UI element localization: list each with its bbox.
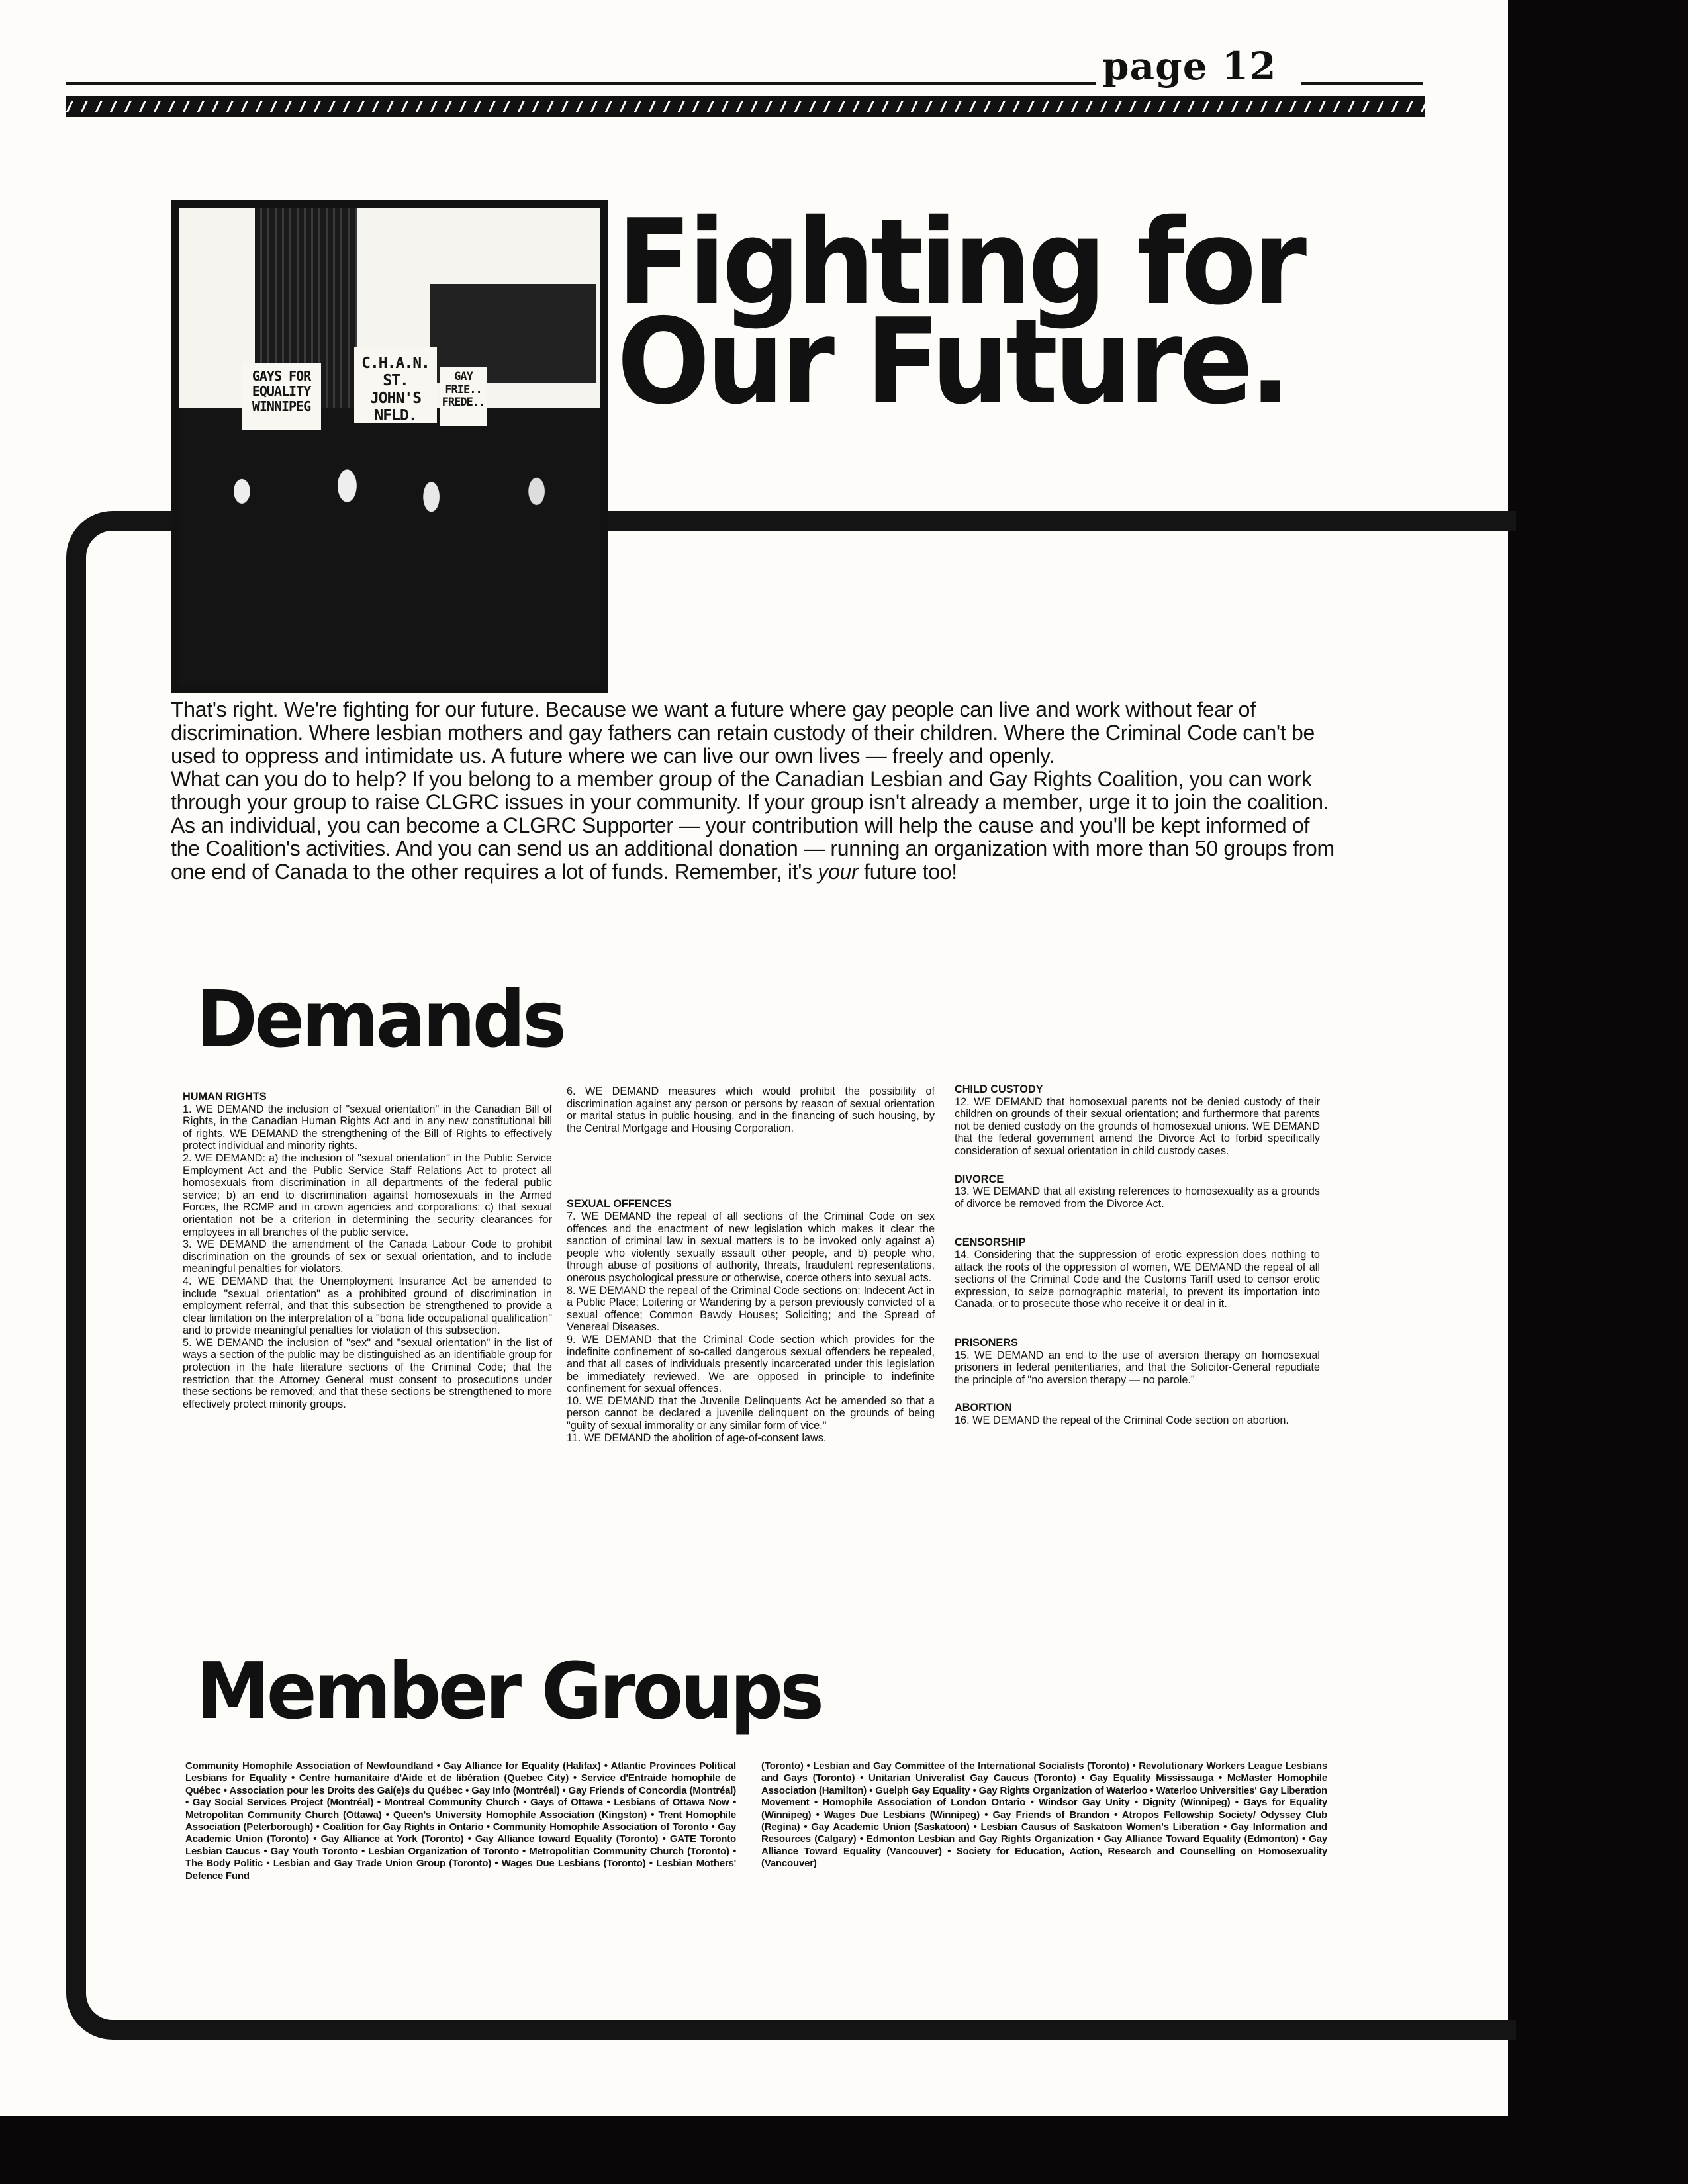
member-groups-column-2: (Toronto) • Lesbian and Gay Committee of the International Socialists (Toronto) • Revolutionary Workers League Lesbians and Gays (Toronto) • Unitarian Univeralist Gay Caucus (Toronto) • Gay Equality Mississauga • McMaster Homophile Association (Hamilton) • Guelph Gay Equality • Gay Rights Organization of Waterloo • Waterloo Universities' Gay Liberation Movement • Homophile Association of London Ontario • Windsor Gay Unity • Dignity (Winnipeg) • Gays for Equality (Winnipeg) • Wages Due Lesbians (Winnipeg) • Gay Friends of Brandon • Atropos Fellowship Society/ Odyssey Club (Regina) • Gay Academic Union (Saskatoon) • Lesbian Causus of Saskatoon Women's Liberation • Gay Information and Resources (Calgary) • Edmonton Lesbian and Gay Rights Organization • Gay Alliance Toward Equality (Edmonton) • Gay Alliance Toward Equality (Vancouver) • Society for Education, Action, Research and Counselling on Homosexuality (Vancouver) <box>761 1760 1327 1870</box>
protest-sign-winnipeg <box>242 363 321 430</box>
demand-item: 1. WE DEMAND the inclusion of "sexual orientation" in the Canadian Bill of Rights, in the Canadian Human Rights Act and in any new constitutional bill of rights. WE DEMAND the strengthening of the Bill of Rights to effectively protect individual and minority rights. <box>183 1103 552 1152</box>
sign-line: EQUALITY <box>252 383 311 399</box>
section-title-sexual-offences: SEXUAL OFFENCES <box>567 1198 672 1210</box>
demand-item: 4. WE DEMAND that the Unemployment Insurance Act be amended to include "sexual orientation" as a prohibited ground of discrimination in employment referral, and that this subsection be strengthened to provide a clear limitation on the interpretation of a "bona fide occupational qualification" and to provide meaningful penalties for violation of this subsection. <box>183 1275 552 1337</box>
demand-item: 15. WE DEMAND an end to the use of aversion therapy on homosexual prisoners in federal penitentiaries, and that the Solicitor-General repudiate the principle of "no aversion therapy — no parole." <box>955 1349 1320 1386</box>
demands-column-2 <box>567 1085 935 1444</box>
demand-item: 2. WE DEMAND: a) the inclusion of "sexual orientation" in the Public Service Employment Act and the Public Service Staff Relations Act to protect all homosexuals from discrimination in all departments of the federal public service; b) an end to discrimination against homosexuals in the Armed Forces, the RCMP and in crown agencies and corporations; c) that sexual orientation not be a criterion in determining the security clearances for employees in all branches of the public service. <box>183 1152 552 1238</box>
header-rule-right <box>1301 82 1423 85</box>
section-title-human-rights: HUMAN RIGHTS <box>183 1091 267 1103</box>
section-title-censorship: CENSORSHIP <box>955 1236 1026 1249</box>
spacer <box>955 1310 1320 1337</box>
intro-p2-end: future too! <box>858 860 957 884</box>
decorative-band <box>66 96 1425 117</box>
spacer <box>567 1134 935 1198</box>
demand-item: 16. WE DEMAND the repeal of the Criminal Code section on abortion. <box>955 1414 1289 1426</box>
sign-line: FREDE.. <box>442 396 485 410</box>
sign-line: WINNIPEG <box>252 398 311 414</box>
page-number: page 12 <box>1102 44 1277 89</box>
sign-line: C.H.A.N. <box>361 355 430 372</box>
header-rule-left <box>66 82 1096 85</box>
sign-line: ST. JOHN'S <box>369 372 422 407</box>
intro-p2-text: What can you do to help? If you belong to a member group of the Canadian Lesbian and Gay Rights Coalition, you can work through your group to raise CLGRC issues in your community. If your group isn't already a member, urge it to join the coalition. As an individual, you can become a CLGRC Supporter — your contribution will help the cause and you'll be kept informed of the Coalition's activities. And you can send us an additional donation — running an organization with more than 50 groups from one end of Canada to the other requires a lot of funds. Remember, it's <box>171 767 1335 884</box>
spacer <box>955 1386 1320 1402</box>
demand-item: 11. WE DEMAND the abolition of age-of-consent laws. <box>567 1432 827 1444</box>
title-line-2: Our Future. <box>617 293 1288 430</box>
sign-line: FRIE.. <box>445 383 482 396</box>
protest-photo <box>171 200 608 693</box>
page-title <box>617 194 1303 430</box>
intro-p2-emphasis: your <box>818 860 859 884</box>
demand-item: 8. WE DEMAND the repeal of the Criminal Code sections on: Indecent Act in a Public Place; Loitering or Wandering by a person previously convicted of a sexual offence; Common Bawdy Houses; Soliciting; and the Spread of Venereal Diseases. <box>567 1284 935 1334</box>
intro-paragraph-2 <box>171 768 1342 884</box>
intro-text <box>171 698 1342 884</box>
demands-column-1 <box>183 1091 552 1410</box>
intro-paragraph-1: That's right. We're fighting for our future. Because we want a future where gay people can live and work without fear of discrimination. Where lesbian mothers and gay fathers can retain custody of their children. Where the Criminal Code can't be used to oppress and intimidate us. A future where we can live our own lives — freely and openly. <box>171 698 1315 768</box>
demand-item: 3. WE DEMAND the amendment of the Canada Labour Code to prohibit discrimination on the grounds of sex or sexual orientation, and to include meaningful penalties for violators. <box>183 1238 552 1275</box>
protest-sign-st-johns <box>354 347 437 423</box>
demand-item: 7. WE DEMAND the repeal of all sections of the Criminal Code on sex offences and the enactment of new legislation which makes it clear the sanction of criminal law in sexual matters is to be invoked only against a) people who violently sexually assault other people, and b) people who, through abuse of positions of authority, threats, fraudulent representations, onerous psychological pressure or otherwise, coerce others into sexual acts. <box>567 1210 935 1284</box>
sign-line: GAYS FOR <box>252 368 311 384</box>
demand-item: 13. WE DEMAND that all existing references to homosexuality as a grounds of divorce be removed from the Divorce Act. <box>955 1185 1320 1210</box>
sign-line: GAY <box>454 370 473 383</box>
section-title-abortion: ABORTION <box>955 1402 1012 1414</box>
member-groups-heading: Member Groups <box>196 1645 821 1737</box>
demand-item: 14. Considering that the suppression of erotic expression does nothing to attack the roots of the oppression of women, WE DEMAND the repeal of all sections of the Criminal Code and the Customs Tariff used to censor erotic expression, to seize pornographic material, to prevent its importation into Canada, or to prosecute those who receive it or deal in it. <box>955 1248 1320 1310</box>
demands-column-3 <box>955 1083 1320 1426</box>
scan-edge-right <box>1508 0 1688 2184</box>
spacer <box>955 1158 1320 1173</box>
title-line-1: Fighting for <box>617 194 1303 331</box>
spacer <box>955 1210 1320 1236</box>
section-title-child-custody: CHILD CUSTODY <box>955 1083 1043 1095</box>
demand-item: 10. WE DEMAND that the Juvenile Delinquents Act be amended so that a person cannot be declared a juvenile delinquent on the grounds of being "guilty of sexual immorality or any similar form of vice." <box>567 1394 935 1432</box>
demand-item: 12. WE DEMAND that homosexual parents not be denied custody of their children on grounds of their sexual orientation; and furthermore that parents not be denied custody on the grounds of homosexual unions. WE DEMAND that the federal government amend the Divorce Act to forbid specifically consideration of sexual orientation in child custody cases. <box>955 1095 1320 1157</box>
section-title-divorce: DIVORCE <box>955 1173 1004 1185</box>
sign-line: NFLD. <box>374 407 417 425</box>
demands-heading: Demands <box>196 974 564 1065</box>
photo-crowd <box>179 408 600 685</box>
demand-item: 9. WE DEMAND that the Criminal Code section which provides for the indefinite confinement of so-called dangerous sexual offenders be repealed, and that all cases of individuals presently incarcerated under this legislation be immediately reviewed. We are opposed in principle to indefinite confinement for sexual offences. <box>567 1333 935 1395</box>
protest-sign-gay-friends <box>440 367 487 426</box>
demand-item: 5. WE DEMAND the inclusion of "sex" and "sexual orientation" in the list of ways a section of the public may be distinguished as an identifiable group for protection in the hate literature sections of the Criminal Code; that the restriction that the Attorney General must consent to prosecutions under these sections be removed; and that these sections be strengthened to more effectively protect minority groups. <box>183 1336 552 1410</box>
demand-item: 6. WE DEMAND measures which would prohibit the possibility of discrimination against any person or persons by reason of sexual orientation or marital status in public housing, and in the financing of such housing, by the Central Mortgage and Housing Corporation. <box>567 1085 935 1134</box>
member-groups-column-1: Community Homophile Association of Newfoundland • Gay Alliance for Equality (Halifax) • Atlantic Provinces Political Lesbians for Equality • Centre humanitaire d'Aide et de libération (Quebec City) • Service d'Entraide homophile de Québec • Association pour les Droits des Gai(e)s du Québec • Gay Info (Montréal) • Gay Friends of Concordia (Montréal) • Gay Social Services Project (Montréal) • Montreal Community Church • Gays of Ottawa • Lesbians of Ottawa Now • Metropolitan Community Church (Ottawa) • Queen's University Homophile Association (Kingston) • Trent Homophile Association (Peterborough) • Coalition for Gay Rights in Ontario • Community Homophile Association of Toronto • Gay Academic Union (Toronto) • Gay Alliance at York (Toronto) • Gay Alliance toward Equality (Toronto) • GATE Toronto Lesbian Caucus • Gay Youth Toronto • Lesbian Organization of Toronto • Metropolitian Community Church (Toronto) • The Body Politic • Lesbian and Gay Trade Union Group (Toronto) • Wages Due Lesbians (Toronto) • Lesbian Mothers' Defence Fund <box>185 1760 736 1882</box>
scan-edge-bottom <box>0 2116 1688 2184</box>
section-title-prisoners: PRISONERS <box>955 1336 1018 1349</box>
